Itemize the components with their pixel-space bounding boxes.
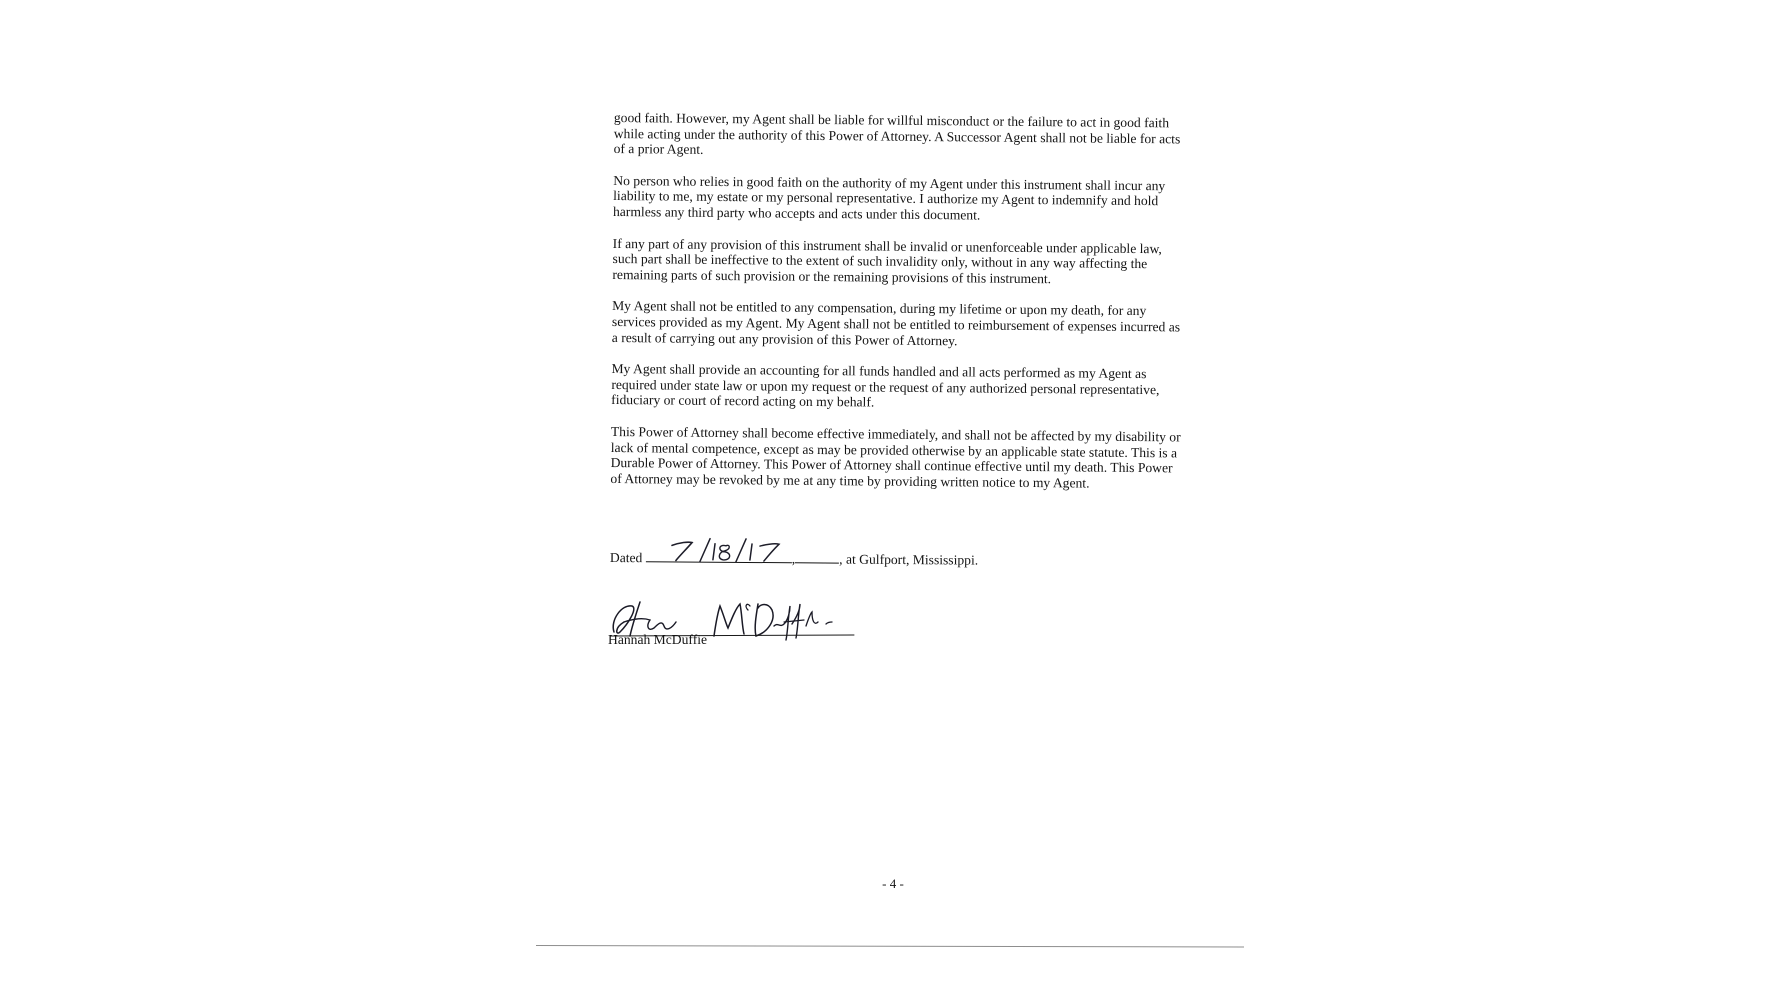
year-blank <box>795 548 839 563</box>
page-number: - 4 - <box>882 876 904 891</box>
document-body <box>610 110 1184 508</box>
page-bottom-rule <box>536 945 1244 947</box>
paragraph-agent-liability: good faith. However, my Agent shall be liable for willful misconduct or the failure to act in good faith while acting under the authority of this Power of Attorney. A Successor Agent shall not be liable for acts of a prior Agent. <box>613 110 1181 158</box>
date-separator: , <box>791 551 796 567</box>
location-text: , at Gulfport, Mississippi. <box>839 551 979 568</box>
paragraph-accounting: My Agent shall provide an accounting for all funds handled and all acts performed as my Agent as required under state law or upon my request or the request of any authorized personal representative, fiduciary or court of record acting on my behalf. <box>611 361 1160 410</box>
dated-line <box>610 547 978 569</box>
paragraph-compensation: My Agent shall not be entitled to any compensation, during my lifetime or upon my death, for any services provided as my Agent. My Agent shall not be entitled to reimbursement of expenses incurred as a result of carrying out any provision of this Power of Attorney. <box>611 298 1181 348</box>
dated-label: Dated <box>609 549 643 566</box>
signer-name: Hannah McDuffie <box>608 632 708 647</box>
paragraph-third-party-reliance: No person who relies in good faith on the authority of my Agent under this instrument shall incur any liability to me, my estate or my personal representative. I authorize my Agent to indemnify and hold harmless any third party who accepts and acts under this document. <box>612 172 1166 223</box>
paragraph-effective-date: This Power of Attorney shall become effective immediately, and shall not be affected by my disability or lack of mental competence, except as may be provided otherwise by an applicable state statute. This is a Durable Power of Attorney. This Power of Attorney shall continue effective until my death. This Power of Attorney may be revoked by me at any time by providing written notice to my Agent. <box>610 423 1181 491</box>
handwritten-date <box>652 533 798 567</box>
paragraph-severability: If any part of any provision of this instrument shall be invalid or unenforceable under applicable law, such part shall be ineffective to the extent of such invalidity only, without in any way affecting the remaining parts of such provision or the remaining provisions of this instrument. <box>612 235 1162 286</box>
date-blank <box>646 547 792 563</box>
